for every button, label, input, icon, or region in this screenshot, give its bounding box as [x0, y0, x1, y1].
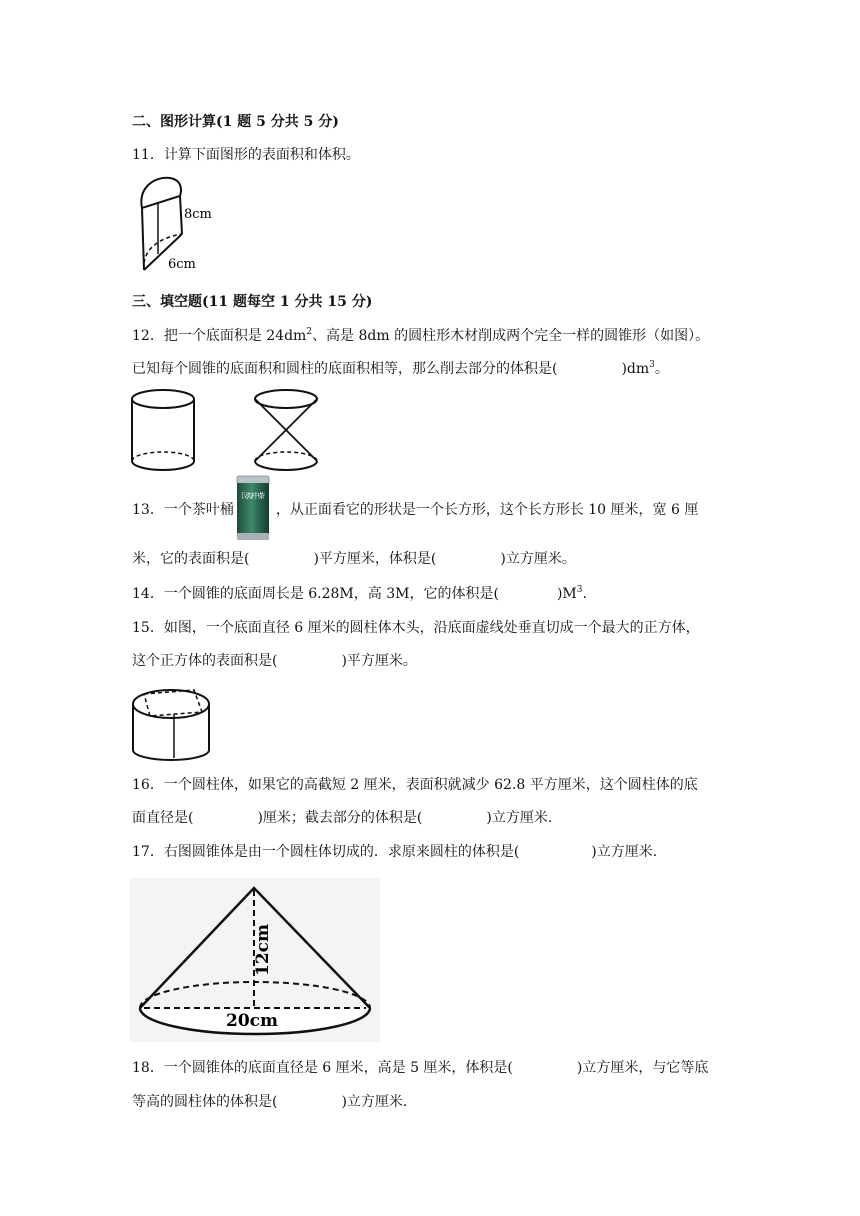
question-11-text: 11．计算下面图形的表面积和体积。: [132, 147, 360, 163]
q14-text-c: .: [582, 586, 587, 602]
question-13-line1: [132, 500, 698, 520]
double-cone-figure: [252, 388, 324, 474]
question-15-line2: [132, 651, 417, 671]
height-label: 8cm: [184, 207, 212, 222]
q18-text-b: )立方厘米，与它等底: [576, 1060, 709, 1076]
section-heading-calculation: 二、图形计算(1 题 5 分共 5 分): [132, 114, 339, 130]
q14-superscript: 3: [576, 585, 583, 595]
q15-text-a: 这个正方体的表面积是(: [132, 653, 278, 669]
q14-text-b: )M: [556, 586, 577, 602]
cone-height-label: 12cm: [253, 924, 273, 976]
question-12-line1: [132, 326, 709, 346]
q17-text-b: )立方厘米.: [591, 844, 658, 860]
cylinder-with-square-figure: [130, 684, 214, 762]
tea-can-image: [236, 476, 270, 540]
question-18-line1: [132, 1058, 708, 1078]
radius-label: 6cm: [168, 257, 196, 272]
q15-text-b: )平方厘米。: [341, 653, 417, 669]
q16-text-b: )厘米；截去部分的体积是(: [257, 810, 423, 826]
q16-text-c: )立方厘米.: [486, 810, 553, 826]
q18-text-d: )立方厘米.: [341, 1094, 408, 1110]
question-12-line2: [132, 359, 669, 379]
cone-diameter-label: 20cm: [226, 1011, 278, 1031]
q12-superscript: 2: [306, 327, 313, 337]
q13-text-d: )平方厘米，体积是(: [313, 551, 437, 567]
q18-text-c: 等高的圆柱体的体积是(: [132, 1094, 278, 1110]
q12-text-e: 。: [654, 361, 669, 377]
q12-text-b: 、高是 8dm 的圆柱形木材削成两个完全一样的圆锥形（如图）。: [312, 328, 710, 344]
q16-text-a: 面直径是(: [132, 810, 194, 826]
question-17-text: [132, 842, 657, 862]
section-heading-fill-in: 三、填空题(11 题每空 1 分共 15 分): [132, 294, 373, 310]
q13-text-e: )立方厘米。: [500, 551, 576, 567]
question-18-line2: [132, 1092, 407, 1112]
q14-text-a: 14．一个圆锥的底面周长是 6.28M，高 3M，它的体积是(: [132, 586, 499, 602]
q13-text-b: ，从正面看它的形状是一个长方形，这个长方形长 10 厘米，宽 6 厘: [275, 502, 699, 518]
q13-text-c: 米，它的表面积是(: [132, 551, 250, 567]
cone-figure: [130, 878, 380, 1042]
cylinder-figure: [130, 388, 200, 474]
question-16-line1: 16．一个圆柱体，如果它的高截短 2 厘米，表面积就减少 62.8 平方厘米，这个圆柱体的底: [132, 777, 698, 793]
q13-text-a: 13．一个茶叶桶: [132, 502, 234, 518]
question-13-line2: [132, 549, 576, 569]
question-14-text: [132, 584, 587, 604]
q12-text-a: 12．把一个底面积是 24dm: [132, 328, 307, 344]
q17-text-a: 17．右图圆锥体是由一个圆柱体切成的．求原来圆柱的体积是(: [132, 844, 520, 860]
question-15-line1: 15．如图，一个底面直径 6 厘米的圆柱体木头，沿底面虚线处垂直切成一个最大的正方体，: [132, 620, 700, 636]
q12-text-c: 已知每个圆锥的底面积和圆柱的底面积相等，那么削去部分的体积是(: [132, 361, 558, 377]
half-cylinder-figure: [132, 174, 222, 280]
question-16-line2: [132, 808, 552, 828]
q12-text-d: )dm: [621, 361, 650, 377]
q12-superscript-2: 3: [649, 360, 655, 370]
q18-text-a: 18．一个圆锥体的底面直径是 6 厘米，高是 5 厘米，体积是(: [132, 1060, 513, 1076]
tea-can-label: 汉煌中茶: [241, 492, 265, 500]
